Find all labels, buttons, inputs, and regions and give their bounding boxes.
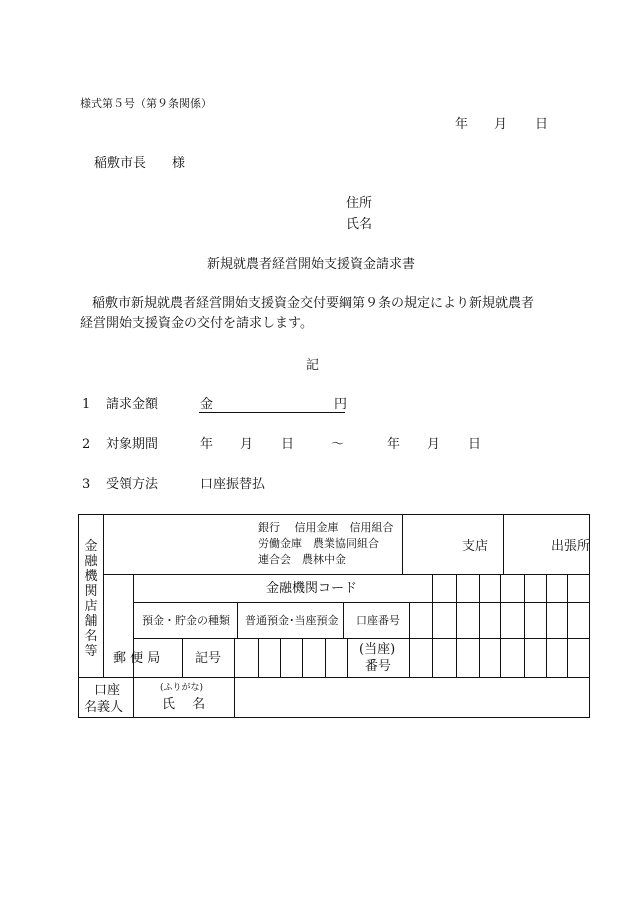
receipt-method: 口座振替払: [200, 477, 266, 492]
period-start-year: 年: [200, 437, 214, 452]
applicant-address-label: 住所: [346, 196, 373, 211]
current-account-label: (当座): [359, 642, 396, 657]
addressee-name: 稲敷市長: [94, 156, 147, 171]
account-holder-label-1: 口座: [94, 683, 121, 698]
amount-prefix: 金: [200, 397, 214, 412]
item-2-label: 対象期間: [106, 437, 159, 452]
page-title: 新規就農者経営開始支援資金請求書: [207, 257, 416, 272]
account-holder-label-2: 名義人: [84, 700, 124, 715]
period-start-month: 月: [240, 437, 254, 452]
holder-name-label: 氏 名: [162, 697, 206, 712]
item-2-number: 2: [82, 437, 91, 452]
body-line-2: 経営開始支援資金の交付を請求します。: [80, 316, 313, 331]
applicant-name-label: 氏名: [346, 217, 373, 232]
period-tilde: ～: [331, 437, 345, 452]
table-side-label: 金融機関店舗名等: [84, 539, 98, 659]
body-line-1: 稲敷市新規就農者経営開始支援資金交付要綱第９条の規定により新規就農者: [92, 296, 535, 311]
form-number: 様式第５号（第９条関係）: [80, 97, 212, 110]
amount-suffix: 円: [334, 397, 348, 412]
period-end-year: 年: [387, 437, 401, 452]
branch-label: 支店: [462, 539, 489, 554]
period-end-day: 日: [468, 437, 482, 452]
bank-code-label: 金融機関コード: [266, 581, 358, 596]
amount-field: [199, 397, 348, 413]
sub-branch-label: 出張所: [551, 539, 591, 554]
bank-types-line-1: 銀行 信用金庫 信用組合: [258, 521, 394, 534]
date-month: 月: [494, 117, 508, 132]
post-office-label: 郵 便 局: [113, 651, 161, 666]
deposit-kind-label: 普通預金･当座預金: [245, 614, 339, 627]
deposit-type-label: 預金・貯金の種類: [142, 614, 230, 627]
period-start-day: 日: [281, 437, 295, 452]
date-year: 年: [455, 117, 469, 132]
item-3-label: 受領方法: [106, 477, 159, 492]
date-day: 日: [535, 117, 549, 132]
item-3-number: 3: [82, 477, 91, 492]
account-number-label: 口座番号: [356, 614, 400, 627]
item-1-label: 請求金額: [106, 397, 159, 412]
period-end-month: 月: [427, 437, 441, 452]
bank-types-line-2: 労働金庫 農業協同組合: [258, 537, 379, 550]
number-label: 番号: [365, 659, 392, 674]
bank-types-line-3: 連合会 農林中金: [258, 553, 346, 566]
symbol-label: 記号: [195, 651, 222, 666]
addressee-honorific: 様: [172, 156, 186, 171]
furigana-label: (ふりがな): [160, 683, 204, 693]
note-heading: 記: [306, 358, 320, 373]
item-1-number: 1: [82, 397, 91, 412]
